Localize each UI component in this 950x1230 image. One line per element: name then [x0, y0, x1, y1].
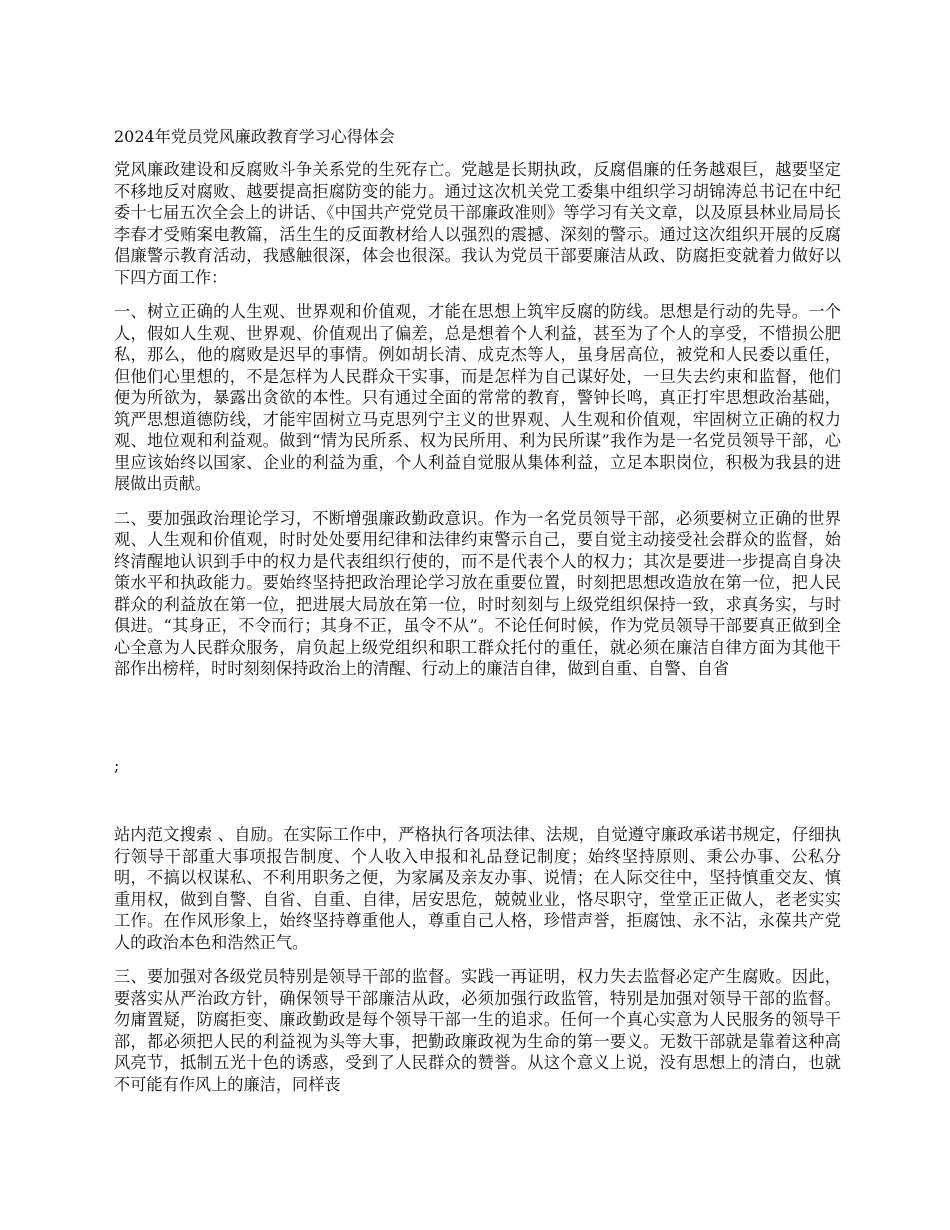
paragraph-section-1: 一、树立正确的人生观、世界观和价值观，才能在思想上筑牢反腐的防线。思想是行动的先导。一个人，假如人生观、世界观、价值观出了偏差，总是想着个人利益，甚至为了个人的享受，不惜损公肥私，那么，他的腐败是迟早的事情。例如胡长清、成克杰等人，虽身居高位，被党和人民委以重任，但他们心里想的，不是怎样为人民群众干实事，而是怎样为自己谋好处，一旦失去约束和监督，他们便为所欲为，暴露出贪欲的本性。只有通过全面的常常的教育，警钟长鸣，真正打牢思想政治基础，筑严思想道德防线，才能牢固树立马克思列宁主义的世界观、人生观和价值观，牢固树立正确的权力观、地位观和利益观。做到“情为民所系、权为民所用、利为民所谋”我作为是一名党员领导干部，心里应该始终以国家、企业的利益为重，个人利益自觉服从集体利益，立足本职岗位，积极为我县的进展做出贡献。: [114, 302, 841, 493]
document-body-continued: [114, 824, 841, 1108]
document-title: 2024年党员党风廉政教育学习心得体会: [114, 127, 395, 146]
paragraph-section-3: 三、要加强对各级党员特别是领导干部的监督。实践一再证明，权力失去监督必定产生腐败。因此，要落实从严治政方针，确保领导干部廉洁从政，必须加强行政监管，特别是加强对领导干部的监督。勿庸置疑，防腐拒变、廉政勤政是每个领导干部一生的追求。任何一个真心实意为人民服务的领导干部，都必须把人民的利益视为头等大事，把勤政廉政视为生命的第一要义。无数干部就是靠着这种高风亮节，抵制五光十色的诱惑，受到了人民群众的赞誉。从这个意义上说，没有思想上的清白，也就不可能有作风上的廉洁，同样丧: [114, 967, 841, 1094]
paragraph-intro: 党风廉政建设和反腐败斗争关系党的生死存亡。党越是长期执政，反腐倡廉的任务越艰巨，越要坚定不移地反对腐败、越要提高拒腐防变的能力。通过这次机关党工委集中组织学习胡锦涛总书记在中纪委十七届五次全会上的讲话、《中国共产党党员干部廉政准则》等学习有关文章，以及原县林业局局长李春才受贿案电教篇，活生生的反面教材给人以强烈的震撼、深刻的警示。通过这次组织开展的反腐倡廉警示教育活动，我感触很深，体会也很深。我认为党员干部要廉洁从政、防腐拒变就着力做好以下四方面工作：: [114, 160, 841, 287]
paragraph-continuation: 站内范文搜索 、自励。在实际工作中，严格执行各项法律、法规，自觉遵守廉政承诺书规定，仔细执行领导干部重大事项报告制度、个人收入申报和礼品登记制度；始终坚持原则、秉公办事、公私分明，不搞以权谋私、不利用职务之便，为家属及亲友办事、说情；在人际交往中，坚持慎重交友、慎重用权，做到自警、自省、自重、自律，居安思危，兢兢业业，恪尽职守，堂堂正正做人，老老实实工作。在作风形象上，始终坚持尊重他人，尊重自己人格，珍惜声誉，拒腐蚀、永不沾，永葆共产党人的政治本色和浩然正气。: [114, 825, 841, 952]
separator-semicolon: ;: [114, 756, 120, 775]
paragraph-section-2: 二、要加强政治理论学习，不断增强廉政勤政意识。作为一名党员领导干部，必须要树立正确的世界观、人生观和价值观，时时处处要用纪律和法律约束警示自己，要自觉主动接受社会群众的监督，始终清醒地认识到手中的权力是代表组织行使的，而不是代表个人的权力；其次是要进一步提高自身决策水平和执政能力。要始终坚持把政治理论学习放在重要位置，时刻把思想改造放在第一位，把人民群众的利益放在第一位，把进展大局放在第一位，时时刻刻与上级党组织保持一致，求真务实，与时俱进。“其身正，不令而行；其身不正，虽令不从”。不论任何时候，作为党员领导干部要真正做到全心全意为人民群众服务，肩负起上级党组织和职工群众托付的重任，就必须在廉洁自律方面为其他干部作出榜样，时时刻刻保持政治上的清醒、行动上的廉洁自律，做到自重、自警、自省: [114, 508, 841, 678]
document-body: [114, 126, 841, 693]
